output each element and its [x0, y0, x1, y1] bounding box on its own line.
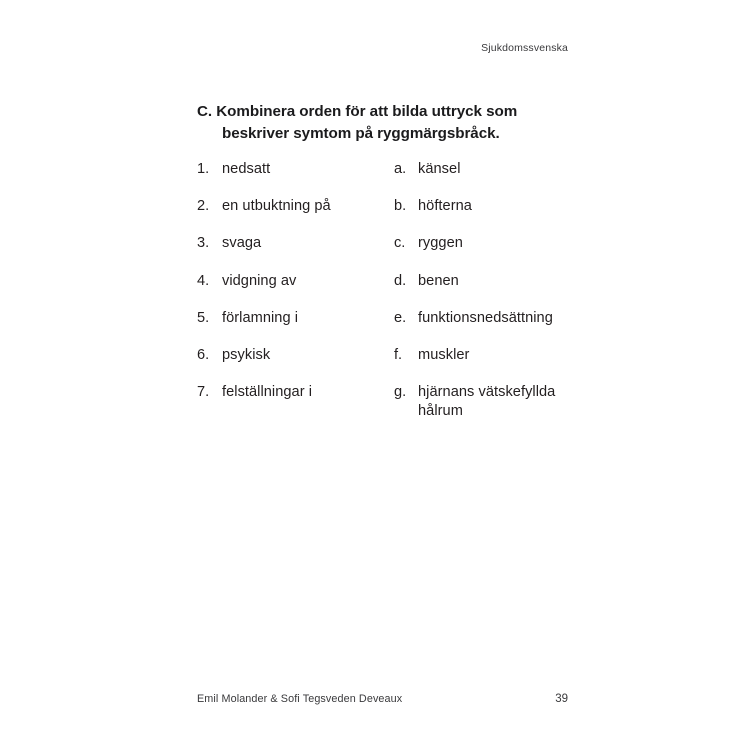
exercise-label: C. [197, 103, 213, 120]
right-item-text: känsel [418, 161, 461, 177]
right-item-text: höfterna [418, 198, 472, 215]
right-item-marker: e. [394, 309, 407, 326]
matching-exercise-grid [197, 160, 597, 431]
running-header: Sjukdomssvenska [481, 42, 568, 54]
right-item-text: ryggen [418, 235, 463, 252]
left-item-text: svaga [222, 235, 262, 252]
left-item-text: felställningar i [222, 384, 313, 401]
list-item-right-b[interactable] [394, 197, 594, 216]
table-row [197, 346, 597, 383]
left-item-text: vidgning av [222, 272, 297, 289]
left-item-text: en utbuktning på [222, 198, 331, 215]
right-item-marker: d. [394, 272, 407, 289]
left-item-marker: 1. [197, 161, 210, 177]
left-item-text: nedsatt [222, 161, 271, 177]
left-item-marker: 5. [197, 309, 210, 326]
right-item-marker: b. [394, 198, 407, 215]
table-row [197, 234, 597, 271]
table-row [197, 383, 597, 431]
list-item-right-a[interactable] [394, 160, 594, 179]
left-item-marker: 6. [197, 346, 210, 363]
list-item-right-g[interactable] [394, 383, 594, 421]
page-number: 39 [555, 693, 568, 705]
table-row [197, 272, 597, 309]
list-item-left-7[interactable] [197, 383, 394, 402]
list-item-left-6[interactable] [197, 346, 394, 365]
list-item-right-f[interactable] [394, 346, 594, 365]
list-item-left-1[interactable] [197, 160, 394, 179]
list-item-left-2[interactable] [197, 197, 394, 216]
exercise-title-text [197, 101, 587, 144]
table-row [197, 309, 597, 346]
exercise-title [197, 101, 587, 144]
list-item-left-3[interactable] [197, 234, 394, 253]
right-item-marker: c. [394, 235, 406, 252]
list-item-left-4[interactable] [197, 272, 394, 291]
list-item-right-d[interactable] [394, 272, 594, 291]
left-item-marker: 2. [197, 198, 210, 215]
list-item-right-e[interactable] [394, 309, 594, 328]
left-item-marker: 3. [197, 235, 210, 252]
table-row [197, 197, 597, 234]
left-item-marker: 7. [197, 384, 210, 401]
right-item-text: benen [418, 272, 459, 289]
right-item-text: funktionsnedsättning [418, 309, 553, 326]
left-item-text: förlamning i [222, 309, 299, 326]
right-item-text: muskler [418, 346, 470, 363]
footer-authors: Emil Molander & Sofi Tegsveden Deveaux [197, 693, 403, 705]
right-item-marker: g. [394, 384, 407, 401]
list-item-right-c[interactable] [394, 234, 594, 253]
exercise-instruction: Kombinera orden för att bilda uttryck som beskriver symtom på ryggmärgsbråck. [216, 103, 518, 142]
table-row [197, 160, 597, 197]
list-item-left-5[interactable] [197, 309, 394, 328]
right-item-marker: f. [394, 346, 403, 363]
right-item-marker: a. [394, 161, 407, 177]
right-item-text: hjärnans vätskefyllda hålrum [418, 384, 556, 420]
page-footer [0, 680, 750, 750]
left-item-text: psykisk [222, 346, 271, 363]
left-item-marker: 4. [197, 272, 210, 289]
